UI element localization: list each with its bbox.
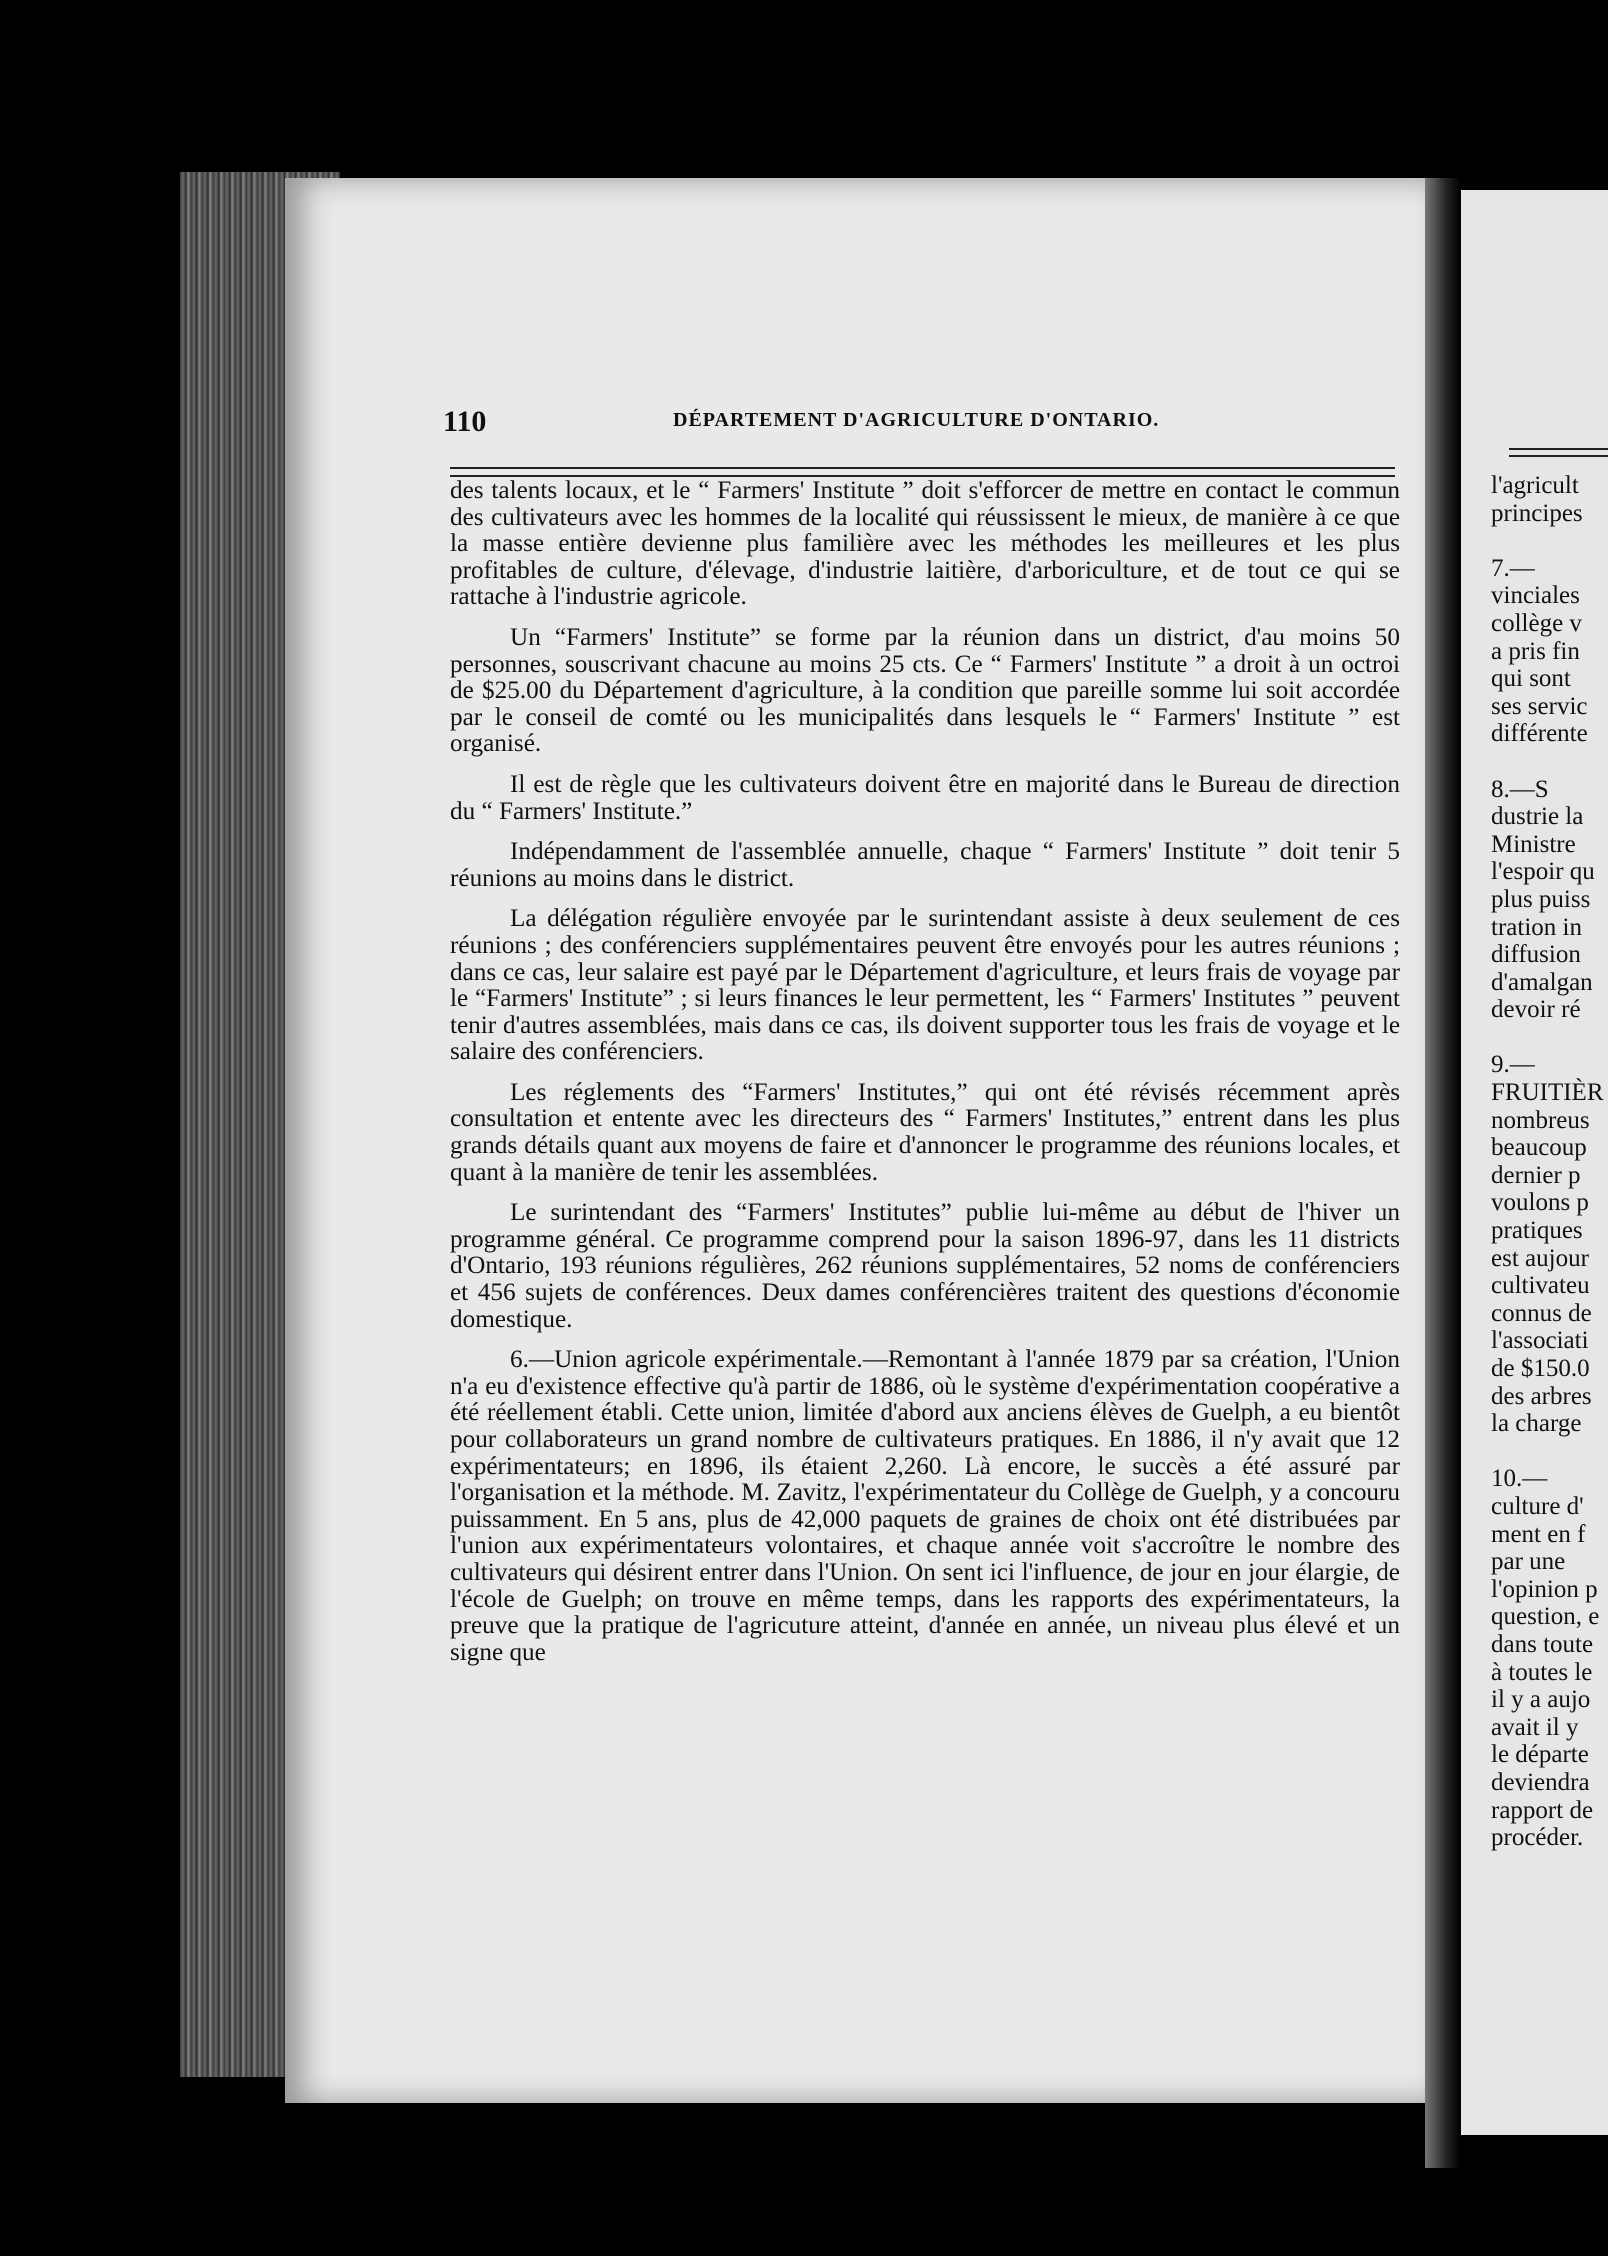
adjacent-line: voulons p bbox=[1491, 1189, 1589, 1217]
adjacent-line: 10.— bbox=[1491, 1465, 1548, 1493]
adjacent-line: 9.— bbox=[1491, 1051, 1535, 1079]
adjacent-line: plus puiss bbox=[1491, 885, 1591, 913]
adjacent-line: a pris fin bbox=[1491, 637, 1580, 665]
adjacent-line bbox=[1491, 527, 1608, 555]
adjacent-line: différente bbox=[1491, 720, 1588, 748]
adjacent-line: est aujour bbox=[1491, 1244, 1589, 1272]
page-body bbox=[450, 478, 1400, 1680]
adjacent-line bbox=[1491, 1024, 1608, 1052]
adjacent-line: question, e bbox=[1491, 1603, 1600, 1631]
header-rule bbox=[450, 467, 1395, 477]
book-gutter bbox=[1425, 178, 1461, 2168]
paragraph: Il est de règle que les cultivateurs doivent être en majorité dans le Bureau de direction du “ Farmers' Institute.” bbox=[450, 770, 1400, 825]
adjacent-line: nombreus bbox=[1491, 1106, 1590, 1134]
adjacent-line: l'associati bbox=[1491, 1327, 1589, 1355]
adjacent-line: Ministre bbox=[1491, 830, 1576, 858]
adjacent-line: FRUITIÈR bbox=[1491, 1079, 1604, 1107]
adjacent-line: beaucoup bbox=[1491, 1134, 1587, 1162]
adjacent-line: l'opinion p bbox=[1491, 1575, 1598, 1603]
adjacent-line: culture d' bbox=[1491, 1492, 1584, 1520]
adjacent-line: 8.—S bbox=[1491, 775, 1549, 803]
adjacent-line: 7.— bbox=[1491, 554, 1535, 582]
adjacent-line: à toutes le bbox=[1491, 1658, 1593, 1686]
adjacent-line: par une bbox=[1491, 1548, 1566, 1576]
paragraph: Les réglements des “Farmers' Institutes,” qui ont été révisés récemment après consultation et entente avec les directeurs des “ Farmers' Institutes,” entrent dans les plus grands détails quant aux moyens de faire et d'annoncer le programme des réunions locales, et quant à la manière de tenir les assemblées. bbox=[450, 1078, 1400, 1186]
paragraph: Indépendamment de l'assemblée annuelle, chaque “ Farmers' Institute ” doit tenir 5 réunions au moins dans le district. bbox=[450, 838, 1400, 892]
adjacent-line: de $150.0 bbox=[1491, 1355, 1590, 1382]
running-head: DÉPARTEMENT D'AGRICULTURE D'ONTARIO. bbox=[673, 409, 1160, 431]
adjacent-line bbox=[1491, 1438, 1608, 1466]
adjacent-line: d'amalgan bbox=[1491, 968, 1593, 996]
adjacent-line: qui sont bbox=[1491, 665, 1571, 693]
adjacent-line: la charge bbox=[1491, 1410, 1582, 1438]
paragraph: La délégation régulière envoyée par le surintendant assiste à deux seulement de ces réunions ; des conférenciers supplémentaires peuvent être envoyés pour les autres réunions ; dans ce cas, leur salaire est payé par le Département d'agriculture, et leurs frais de voyage par le “Farmers' Institute” ; si leurs finances le leur permettent, les “ Farmers' Institutes ” peuvent tenir d'autres assemblées, mais dans ce cas, ils doivent supporter tous les frais de voyage et le salaire des conférenciers. bbox=[450, 905, 1400, 1066]
adjacent-line: pratiques bbox=[1491, 1217, 1583, 1245]
adjacent-line: diffusion bbox=[1491, 941, 1581, 969]
adjacent-line: principes bbox=[1491, 499, 1583, 527]
adjacent-line: cultivateu bbox=[1491, 1272, 1590, 1300]
adjacent-line: dans toute bbox=[1491, 1630, 1594, 1658]
page-header bbox=[443, 405, 1393, 445]
paragraph: Le surintendant des “Farmers' Institutes” publie lui-même au début de l'hiver un programme général. Ce programme comprend pour la saison 1896-97, dans les 11 districts d'Ontario, 193 réunions régulières, 262 réunions supplémentaires, 52 noms de conférenciers et 456 sujets de conférences. Deux dames conférencières traitent des questions d'économie domestique. bbox=[450, 1199, 1400, 1333]
adjacent-line: deviendra bbox=[1491, 1768, 1590, 1796]
adjacent-line: rapport de bbox=[1491, 1796, 1594, 1824]
adjacent-line: ses servic bbox=[1491, 692, 1588, 720]
adjacent-line: procéder. bbox=[1491, 1824, 1584, 1852]
adjacent-line bbox=[1491, 748, 1608, 776]
adjacent-line: connus de bbox=[1491, 1299, 1592, 1327]
adjacent-line: dernier p bbox=[1491, 1161, 1581, 1189]
adjacent-page-rule bbox=[1509, 448, 1608, 457]
paragraph: Un “Farmers' Institute” se forme par la réunion dans un district, d'au moins 50 personnes, souscrivant chacune au moins 25 cts. Ce “ Farmers' Institute ” a droit à un octroi de $25.00 du Département d'agriculture, à la condition que pareille somme lui soit accordée par le conseil de comté ou les municipalités dans lesquels le “ Farmers' Institute ” est organisé. bbox=[450, 623, 1400, 758]
adjacent-line: vinciales bbox=[1491, 582, 1580, 610]
adjacent-line: collège v bbox=[1491, 609, 1582, 637]
adjacent-line: avait il y bbox=[1491, 1713, 1579, 1741]
page-number: 110 bbox=[443, 405, 487, 438]
adjacent-line: l'agricult bbox=[1491, 472, 1579, 499]
adjacent-line: l'espoir qu bbox=[1491, 858, 1595, 886]
adjacent-page-text bbox=[1491, 472, 1608, 1852]
adjacent-line: le départe bbox=[1491, 1741, 1589, 1769]
adjacent-line: dustrie la bbox=[1491, 803, 1584, 831]
adjacent-line: devoir ré bbox=[1491, 996, 1581, 1024]
adjacent-line: tration in bbox=[1491, 913, 1582, 941]
adjacent-line: il y a aujo bbox=[1491, 1686, 1591, 1714]
adjacent-line: des arbres bbox=[1491, 1382, 1592, 1410]
paragraph: 6.—Union agricole expérimentale.—Remontant à l'année 1879 par sa création, l'Union n'a eu d'existence effective qu'à partir de 1886, où le système d'expérimentation coopérative a été réellement établi. Cette union, limitée d'abord aux anciens élèves de Guelph, a eu bientôt pour collaborateurs un grand nombre de cultivateurs pratiques. En 1886, il n'y avait que 12 expérimentateurs; en 1896, ils étaient 2,260. Là encore, le succès a été assuré par l'organisation et la méthode. M. Zavitz, l'expérimentateur du Collège de Guelph, y a concouru puissamment. En 5 ans, plus de 42,000 paquets de graines de choix ont été distribuées par l'union aux expérimentateurs volontaires, et chaque année voit s'accroître le nombre des cultivateurs qui désirent entrer dans l'Union. On sent ici l'influence, de jour en jour élargie, de l'école de Guelph; on trouve en même temps, dans les rapports des expérimentateurs, la preuve que la pratique de l'agricuture atteint, d'année en année, un niveau plus élevé et un signe que bbox=[450, 1346, 1400, 1666]
paragraph: des talents locaux, et le “ Farmers' Institute ” doit s'efforcer de mettre en contact le commun des cultivateurs avec les hommes de la localité qui réussissent le mieux, de manière à ce que la masse entière devienne plus familière avec les méthodes les meilleures et les plus profitables de culture, d'élevage, d'industrie laitière, d'arboriculture, et de tout ce qui se rattache à l'industrie agricole. bbox=[450, 477, 1400, 611]
adjacent-page bbox=[1461, 190, 1608, 2135]
adjacent-line: ment en f bbox=[1491, 1520, 1586, 1548]
